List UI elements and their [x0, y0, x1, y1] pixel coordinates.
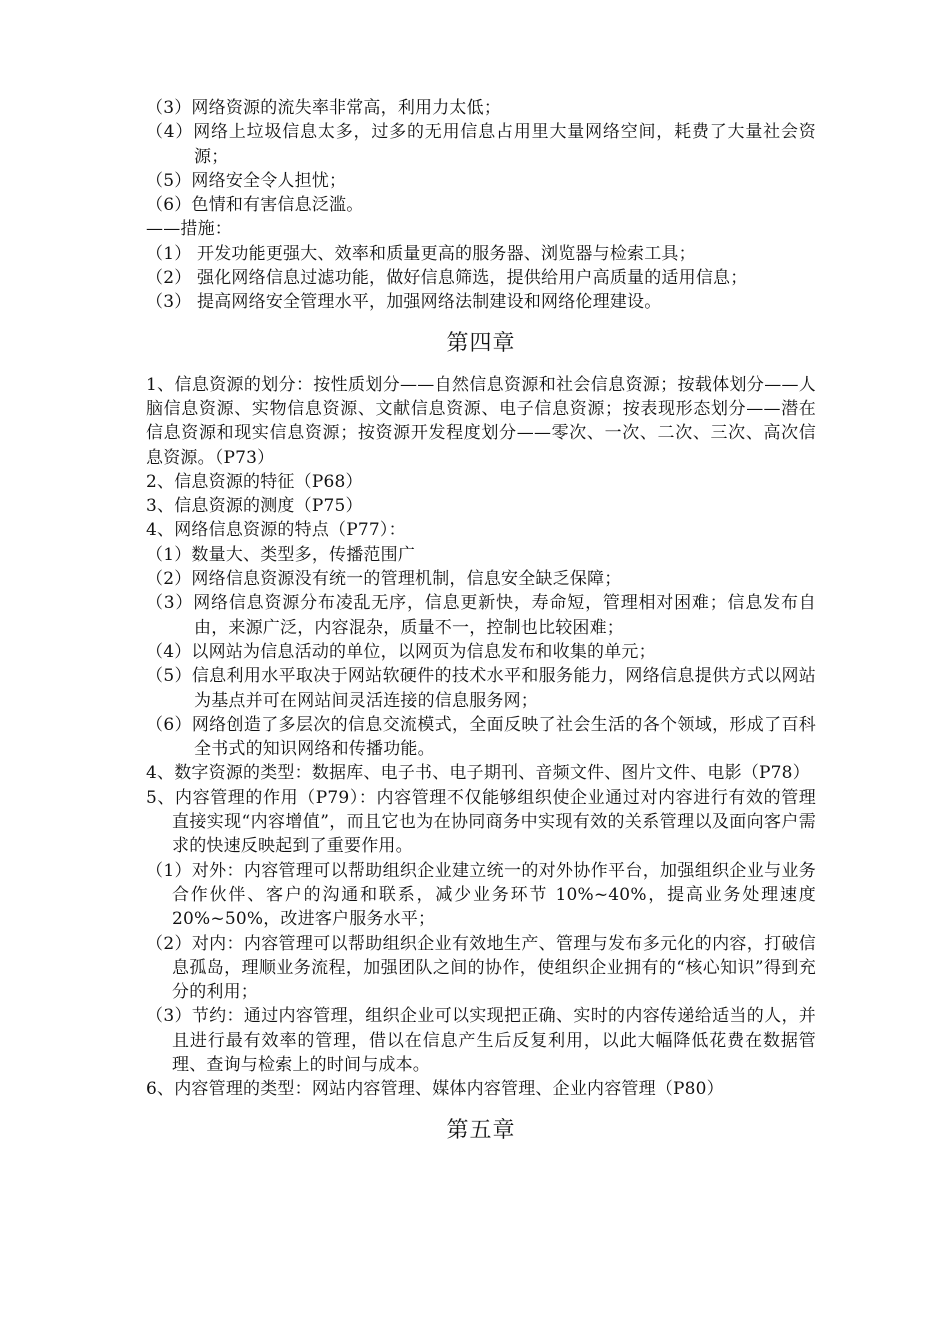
list-item: 5、内容管理的作用（P79）：内容管理不仅能够组织使企业通过对内容进行有效的管理直接实现“内容增值”，而且它也为在协同商务中实现有效的关系管理以及面向客户需求的快速反映起到了重要作用。	[146, 787, 816, 857]
list-item: （5）网络安全令人担忧；	[146, 170, 347, 191]
list-item: （3）网络信息资源分布凌乱无序，信息更新快，寿命短，管理相对困难；信息发布自由，来源广泛，内容混杂，质量不一，控制也比较困难；	[146, 593, 816, 638]
list-item: 4、网络信息资源的特点（P77）：	[146, 520, 406, 541]
chapter-heading: 第五章	[446, 1117, 516, 1143]
list-item: （2） 强化网络信息过滤功能，做好信息筛选，提供给用户高质量的适用信息；	[146, 268, 748, 289]
list-item: （2）对内：内容管理可以帮助组织企业有效地生产、管理与发布多元化的内容，打破信息孤岛，理顺业务流程，加强团队之间的协作，使组织企业拥有的“核心知识”得到充分的利用；	[146, 933, 816, 1003]
document-page	[146, 96, 816, 1160]
list-item: （5）信息利用水平取决于网站软硬件的技术水平和服务能力，网络信息提供方式以网站为基点并可在网站间灵活连接的信息服务网；	[146, 666, 816, 711]
list-item: （3） 提高网络安全管理水平，加强网络法制建设和网络伦理建设。	[146, 292, 662, 313]
list-item: 4、数字资源的类型：数据库、电子书、电子期刊、音频文件、图片文件、电影（P78）	[146, 763, 810, 784]
list-item: （1）数量大、类型多，传播范围广	[146, 544, 416, 565]
list-item: （1） 开发功能更强大、效率和质量更高的服务器、浏览器与检索工具；	[146, 243, 696, 264]
measures-label: ——措施：	[146, 219, 232, 240]
list-item: （4）网络上垃圾信息太多，过多的无用信息占用里大量网络空间，耗费了大量社会资源；	[146, 122, 816, 167]
list-item: （3）节约：通过内容管理，组织企业可以实现把正确、实时的内容传递给适当的人，并且进行最有效率的管理，借以在信息产生后反复利用，以此大幅降低花费在数据管理、查询与检索上的时间与成本。	[146, 1006, 816, 1075]
list-item: （6）网络创造了多层次的信息交流模式，全面反映了社会生活的各个领域，形成了百科全书式的知识网络和传播功能。	[146, 714, 816, 760]
chapter-heading: 第四章	[446, 330, 516, 356]
list-item: （4）以网站为信息活动的单位，以网页为信息发布和收集的单元；	[146, 641, 656, 662]
list-item: （3）网络资源的流失率非常高，利用力太低；	[146, 98, 502, 118]
list-item: （1）对外：内容管理可以帮助组织企业建立统一的对外协作平台，加强组织企业与业务合作伙伴、客户的沟通和联系，减少业务环节 10%~40%，提高业务处理速度 20%~50%，改进客户服务水平；	[146, 860, 816, 930]
list-item: （2）网络信息资源没有统一的管理机制，信息安全缺乏保障；	[146, 569, 622, 590]
list-item: 1、信息资源的划分：按性质划分——自然信息资源和社会信息资源；按载体划分——人脑信息资源、实物信息资源、文献信息资源、电子信息资源；按表现形态划分——潜在信息资源和现实信息资源；按资源开发程度划分——零次、一次、二次、三次、高次信息资源。（P73）	[146, 374, 816, 468]
list-item: 2、信息资源的特征（P68）	[146, 471, 363, 492]
list-item: （6）色情和有害信息泛滥。	[146, 195, 364, 216]
list-item: 3、信息资源的测度（P75）	[146, 496, 363, 517]
list-item: 6、内容管理的类型：网站内容管理、媒体内容管理、企业内容管理（P80）	[146, 1079, 724, 1100]
